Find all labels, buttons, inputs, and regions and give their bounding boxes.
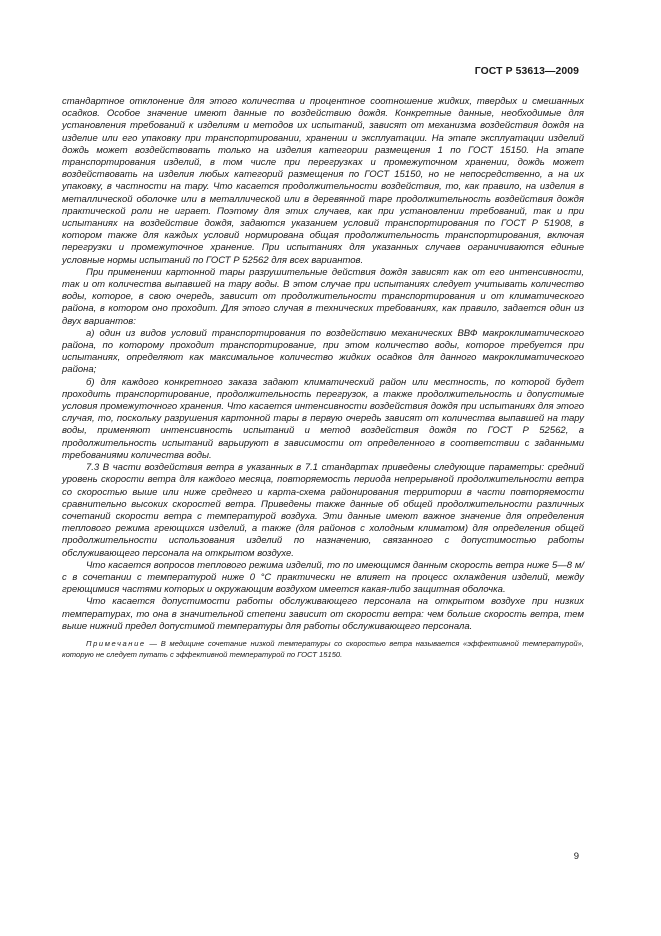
note (62, 638, 584, 660)
document-id: ГОСТ Р 53613—2009 (474, 66, 579, 77)
main-text (62, 96, 584, 660)
paragraph: При применении картонной тары разрушительные действия дождя зависят как от его интенсивности, так и от количества выпавшей на тару воды. В этом случае при испытаниях следует учитывать количество воды, которое, в свою очередь, зависит от продолжительности транспортирования и от климатического района, в котором оно проходит. Для этого случая в технических требованиях, как правило, задается один из двух вариантов: (62, 266, 584, 327)
page-number: 9 (573, 851, 579, 862)
note-text: — В медицине сочетание низкой температуры со скоростью ветра называется «эффективной температурой», которую не следует путать с эффективной температурой по ГОСТ 15150. (62, 638, 584, 659)
paragraph: стандартное отклонение для этого количества и процентное соотношение жидких, твердых и смешанных осадков. Особое значение имеют данные по воздействию дождя. Конкретные данные, необходимые для установления требований к изделиям и методов их испытаний, зависят от механизма воздействия дождя на изделие или его упаковку при транспортировании, хранении и эксплуатации. На этапе эксплуатации изделий дождь может воздействовать только на изделия категории размещения 1 по ГОСТ 15150. На этапе транспортирования изделий, в том числе при перегрузках и промежуточном хранении, дождь может воздействовать на изделия любых категорий размещения по ГОСТ 15150, но не непосредственно, а на их упаковку, в частности на тару. Что касается продолжительности воздействия, то, как правило, на изделия в металлической оболочке или в металлической или в деревянной таре продолжительность воздействия дождя практической роли не играет. Поэтому для этих случаев, как при установлении требований, так и при испытаниях на воздействие дождя, задаются указанием условий транспортирования по ГОСТ Р 51908, в котором также для каждых условий нормирована общая продолжительность транспортирования, включая перегрузки и промежуточное хранение. При испытаниях для указанных случаев ограничиваются единые условные нормы испытаний по ГОСТ Р 52562 для всех вариантов. (62, 96, 584, 266)
list-item: б) для каждого конкретного заказа задают климатический район или местность, по которой будет проходить транспортирование, продолжительность перегрузок, а также продолжительность и допустимые условия промежуточного хранения. Что касается интенсивности воздействия дождя при испытаниях для этого случая, то, поскольку разрушения картонной тары в первую очередь зависят от количества выпавшей на тару воды, применяют интенсивность испытаний и метод воздействия дождя по ГОСТ Р 52562, а продолжительность испытаний варьируют в зависимости от определенного в соответствии с заданными требованиями количества воды. (62, 376, 584, 461)
paragraph: 7.3 В части воздействия ветра в указанных в 7.1 стандартах приведены следующие параметры: средний уровень скорости ветра для каждого месяца, повторяемость периода непрерывной продолжительности ветра со скоростью выше или ниже среднего и карта-схема районирования территории в части повторяемости сравнительно высоких скоростей ветра. Приведены также данные об общей продолжительности различных сочетаний скорости ветра с температурой воздуха. Эти данные имеют важное значение для определения теплового режима греющихся изделий, а также (для районов с холодным климатом) для определения общей продолжительности использования изделий по назначению, связанного с допустимостью работы обслуживающего персонала на открытом воздухе. (62, 462, 584, 559)
note-label: Примечание (86, 638, 146, 648)
list-item: а) один из видов условий транспортирования по воздействию механических ВВФ макроклиматического района, по которому проходит транспортирование, при этом количество воды, которое требуется при испытаниях, определяют как максимальное количество жидких осадков для данного макроклиматического района; (62, 327, 584, 376)
paragraph: Что касается допустимости работы обслуживающего персонала на открытом воздухе при низких температурах, то она в значительной степени зависит от скорости ветра: чем больше скорость ветра, тем выше нижний предел допустимой температуры для работы обслуживающего персонала. (62, 596, 584, 632)
paragraph: Что касается вопросов теплового режима изделий, то по имеющимся данным скорость ветра ниже 5—8 м/с в сочетании с температурой ниже 0 °С практически не влияет на процесс охлаждения изделий, между греющимися частями которых и окружающим воздухом имеется какая-либо защитная оболочка. (62, 559, 584, 596)
